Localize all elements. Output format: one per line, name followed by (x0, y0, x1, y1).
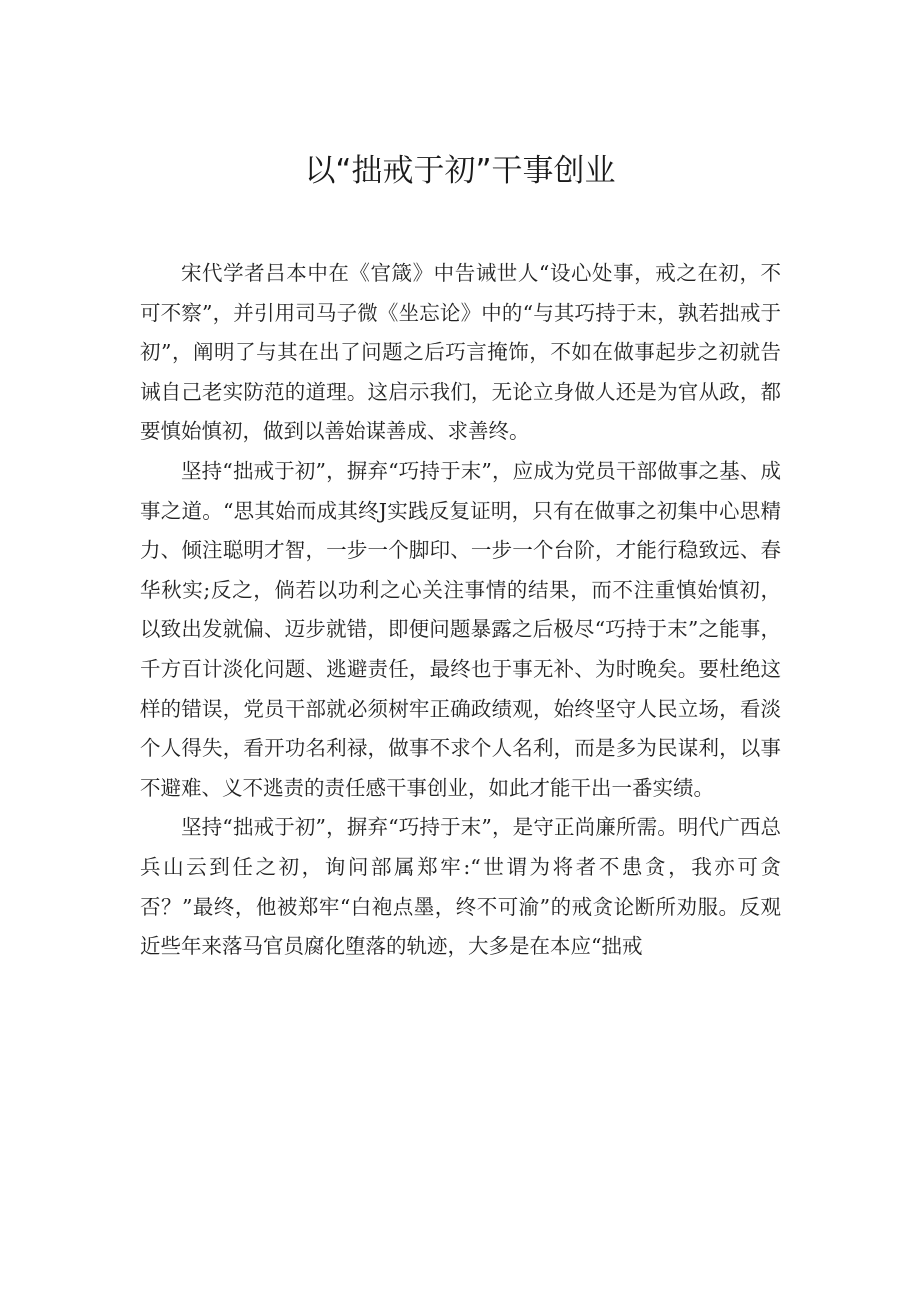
document-body (140, 254, 781, 967)
paragraph-1: 宋代学者吕本中在《官箴》中告诫世人“设心处事，戒之在初，不可不察”，并引用司马子微《坐忘论》中的“与其巧持于末，孰若拙戒于初”，阐明了与其在出了问题之后巧言掩饰，不如在做事起步之初就告诫自己老实防范的道理。这启示我们，无论立身做人还是为官从政，都要慎始慎初，做到以善始谋善成、求善终。 (140, 261, 781, 444)
paragraph-3: 坚持“拙戒于初”，摒弃“巧持于末”，是守正尚廉所需。明代广西总兵山云到任之初，询问部属郑牢:“世谓为将者不患贪，我亦可贪否？”最终，他被郑牢“白袍点墨，终不可渝”的戒贪论断所劝服。反观近些年来落马官员腐化堕落的轨迹，大多是在本应“拙戒 (140, 815, 781, 959)
paragraph-2: 坚持“拙戒于初”，摒弃“巧持于末”，应成为党员干部做事之基、成事之道。“思其始而成其终J实践反复证明，只有在做事之初集中心思精力、倾注聪明才智，一步一个脚印、一步一个台阶，才能行稳致远、春华秋实;反之，倘若以功利之心关注事情的结果，而不注重慎始慎初，以致出发就偏、迈步就错，即便问题暴露之后极尽“巧持于末”之能事，千方百计淡化问题、逃避责任，最终也于事无补、为时晚矣。要杜绝这样的错误，党员干部就必须树牢正确政绩观，始终坚守人民立场，看淡个人得失，看开功名利禄，做事不求个人名利，而是多为民谋利，以事不避难、义不逃责的责任感干事创业，如此才能干出一番实绩。 (140, 458, 781, 800)
document-title: 以“拙戒于初”干事创业 (304, 153, 616, 189)
